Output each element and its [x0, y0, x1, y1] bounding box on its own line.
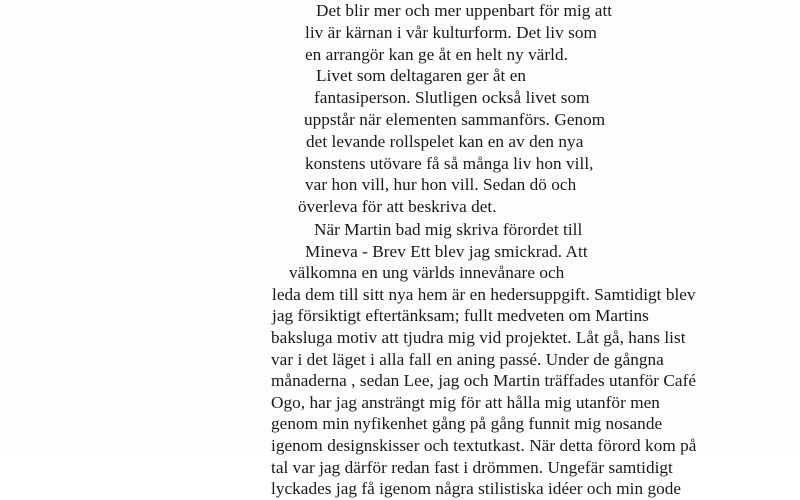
- text-line: lyckades jag få igenom några stilistiska idéer och min gode: [271, 479, 682, 499]
- text-line: Ogo, har jag ansträngt mig för att hålla mig utanför men: [271, 392, 660, 412]
- text-line: När Martin bad mig skriva förordet till: [314, 220, 583, 239]
- text-line: det levande rollspelet kan en av den nya: [306, 131, 584, 151]
- text-line: baksluga motiv att tjudra mig vid projektet. Låt gå, hans list: [271, 328, 686, 347]
- text-line: en arrangör kan ge åt en helt ny värld.: [305, 44, 568, 64]
- text-line: månaderna , sedan Lee, jag och Martin träffades utanför Café: [271, 371, 697, 391]
- text-line: Det blir mer och mer uppenbart för mig att: [316, 1, 613, 20]
- text-line: konstens utövare få så många liv hon vill,: [305, 153, 594, 173]
- text-line: leda dem till sitt nya hem är en hedersuppgift. Samtidigt blev: [272, 284, 696, 304]
- text-line: fantasiperson. Slutligen också livet som: [314, 88, 590, 108]
- text-line: igenom designskisser och textutkast. När detta förord kom på: [271, 436, 697, 455]
- text-line: uppstår när elementen sammanförs. Genom: [304, 110, 606, 129]
- text-line: var i det läget i alla fall en aning passé. Under de gångna: [271, 349, 664, 369]
- text-line: Livet som deltagaren ger åt en: [316, 66, 527, 86]
- text-line: tal var jag därför redan fast i drömmen. Ungefär samtidigt: [271, 457, 673, 477]
- text-line: välkomna en ung världs innevånare och: [289, 263, 565, 283]
- text-line: liv är kärnan i vår kulturform. Det liv som: [305, 22, 597, 42]
- text-line: var hon vill, hur hon vill. Sedan dö och: [305, 175, 577, 195]
- text-line: jag försiktigt eftertänksam; fullt medveten om Martins: [272, 306, 649, 326]
- text-line: genom min nyfikenhet gång på gång funnit mig nosande: [271, 414, 663, 434]
- text-line: överleva för att beskriva det.: [298, 197, 497, 217]
- text-line: Mineva - Brev Ett blev jag smickrad. Att: [305, 241, 588, 261]
